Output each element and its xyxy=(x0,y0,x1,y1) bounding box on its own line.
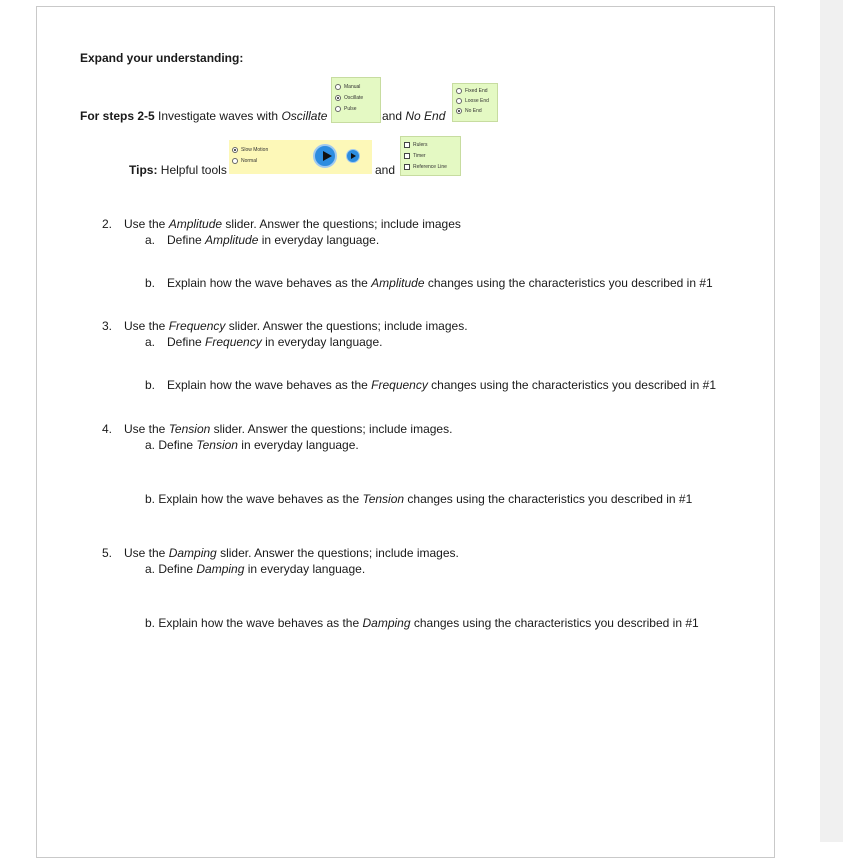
radio-icon xyxy=(456,98,462,104)
question-3b: b. Explain how the wave behaves as the Frequency changes using the characteristics you described in #1 xyxy=(145,378,717,392)
question-4a: a. Define Tension in everyday language. xyxy=(145,438,359,452)
end-option: No End xyxy=(453,106,497,116)
question-3: 3. Use the Frequency slider. Answer the questions; include images. xyxy=(102,319,468,333)
checkbox-icon xyxy=(404,164,410,170)
radio-selected-icon xyxy=(232,147,238,153)
radio-icon xyxy=(456,88,462,94)
end-option: Fixed End xyxy=(453,86,497,96)
checkbox-icon xyxy=(404,153,410,159)
question-4: 4. Use the Tension slider. Answer the questions; include images. xyxy=(102,422,453,436)
question-5: 5. Use the Damping slider. Answer the questions; include images. xyxy=(102,546,459,560)
tools-checkbox-image xyxy=(400,136,461,176)
tool-option: Rulers xyxy=(401,139,460,150)
radio-selected-icon xyxy=(335,95,341,101)
question-2: 2. Use the Amplitude slider. Answer the questions; include images xyxy=(102,217,461,231)
step-icon xyxy=(346,149,360,163)
tips-and: and xyxy=(375,163,396,177)
question-5a: a. Define Damping in everyday language. xyxy=(145,562,366,576)
speed-option: Slow Motion xyxy=(229,144,372,155)
mode-selector-image xyxy=(331,77,381,123)
tool-option: Timer xyxy=(401,150,460,161)
speed-controls-image xyxy=(229,140,372,174)
mode-option: Manual xyxy=(332,81,380,92)
question-3a: a. Define Frequency in everyday language. xyxy=(145,335,383,349)
section-heading: Expand your understanding: xyxy=(80,51,244,65)
play-icon xyxy=(313,144,337,168)
radio-icon xyxy=(335,106,341,112)
radio-icon xyxy=(335,84,341,90)
steps-instruction-end: and No End xyxy=(382,109,446,123)
radio-icon xyxy=(232,158,238,164)
end-option: Loose End xyxy=(453,96,497,106)
speed-option: Normal xyxy=(229,155,372,166)
tool-option: Reference Line xyxy=(401,161,460,172)
tips-line: Tips: Helpful tools xyxy=(129,163,227,177)
question-2a: a. Define Amplitude in everyday language. xyxy=(145,233,380,247)
mode-option: Pulse xyxy=(332,103,380,114)
radio-selected-icon xyxy=(456,108,462,114)
scrollbar-track[interactable] xyxy=(820,0,843,842)
end-selector-image xyxy=(452,83,498,122)
question-5b: b. Explain how the wave behaves as the Damping changes using the characteristics you described in #1 xyxy=(145,616,699,630)
question-4b: b. Explain how the wave behaves as the Tension changes using the characteristics you described in #1 xyxy=(145,492,693,506)
question-2b: b. Explain how the wave behaves as the Amplitude changes using the characteristics you described in #1 xyxy=(145,276,713,290)
mode-option: Oscillate xyxy=(332,92,380,103)
checkbox-icon xyxy=(404,142,410,148)
steps-instruction: For steps 2-5 Investigate waves with Oscillate xyxy=(80,109,328,123)
